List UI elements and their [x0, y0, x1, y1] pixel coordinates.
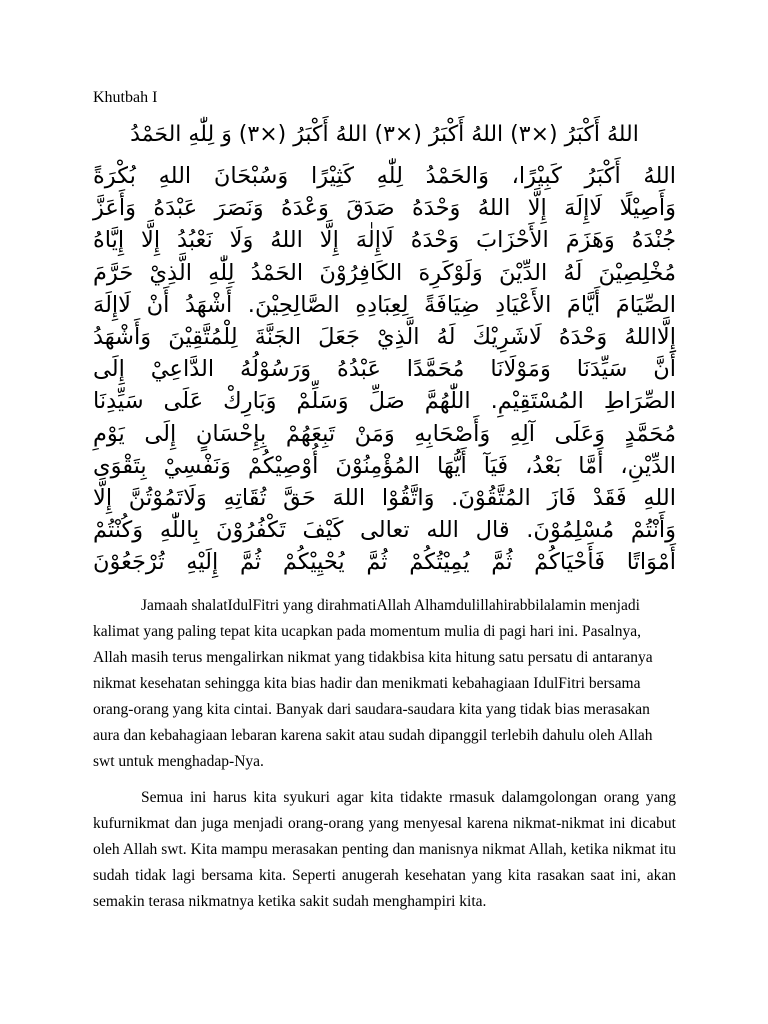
- arabic-line: مُخْلِصِيْنَ لَهُ الدِّيْنَ وَلَوْكَرِهَ الكَافِرُوْنَ الحَمْدُ لِلّٰهِ الَّذِيْ حَرَّمَ: [93, 259, 676, 286]
- arabic-line: الصِّيَامَ أَيَّامَ الأَعْيَادِ ضِيَافَةً لِعِبَادِهِ الصَّالِحِيْنَ. أَشْهَدُ أَنْ لَاإِلَهَ: [93, 291, 676, 318]
- body-paragraph-2: Semua ini harus kita syukuri agar kita tidakte rmasuk dalamgolongan orang yang kufurnikmat dan juga menjadi orang-orang yang menyesal karena nikmat-nikmat ini dicabut oleh Allah swt. Kita mampu merasakan penting dan manisnya nikmat Allah, ketika nikmat itu sudah tidak lagi bersama kita. Seperti anugerah kesehatan yang kita rasakan saat ini, akan semakin terasa nikmatnya ketika sakit sudah menghampiri kita.: [93, 788, 676, 910]
- arabic-line: الدِّيْنِ، أَمَّا بَعْدُ، فَيَآ أَيُّهَا المُؤْمِنُوْنَ أُوْصِيْكُمْ وَنَفْسِيْ بِتَقْوَى: [93, 452, 676, 479]
- arabic-line: وَأَصِيْلًا لَاإِلَهَ إِلَّا اللهُ وَحْدَهُ صَدَقَ وَعْدَهُ وَنَصَرَ عَبْدَهُ وَأَعَزَّ: [93, 195, 676, 222]
- arabic-line: اللهُ أَكْبَرُ كَبِيْرًا، وَالحَمْدُ لِلّٰهِ كَثِيْرًا وَسُبْحَانَ اللهِ بُكْرَةً: [93, 163, 676, 189]
- arabic-line: اللهِ فَقَدْ فَازَ المُتَّقُوْنَ. وَاتَّقُوْا اللهَ حَقَّ تُقَاتِهِ وَلَاتَمُوْتُنَّ إِلَّا: [93, 485, 676, 512]
- arabic-line: أَمْوَاتًا فَأَحْيَاكُمْ ثُمَّ يُمِيْتُكُمْ ثُمَّ يُحْيِيْكُمْ ثُمَّ إِلَيْهِ تُرْجَعُوْنَ: [93, 549, 676, 576]
- body-paragraph-1: Jamaah shalatIdulFitri yang dirahmatiAllah Alhamdulillahirabbilalamin menjadi kalimat yang paling tepat kita ucapkan pada momentum mulia di pagi hari ini. Pasalnya, Allah masih terus mengalirkan nikmat yang tidakbisa kita hitung satu persatu di antaranya nikmat kesehatan sehingga kita bias hadir dan menikmati kebahagiaan IdulFitri bersama orang-orang yang kita cintai. Banyak dari saudara-saudara kita yang tidak bias merasakan aura dan kebahagiaan lebaran karena sakit atau sudah dipanggil terlebih dahulu oleh Allah swt untuk menghadap-Nya.: [93, 596, 653, 770]
- arabic-line: مُحَمَّدٍ وَعَلَى آلِهِ وَأَصْحَابِهِ وَمَنْ تَبِعَهُمْ بِإِحْسَانٍ إِلَى يَوْمِ: [93, 420, 676, 447]
- arabic-line: إِلَّااللهُ وَحْدَهُ لَاشَرِيْكَ لَهُ الَّذِيْ جَعَلَ الجَنَّةَ لِلْمُتَّقِيْنَ وَأَشْهَدُ: [93, 324, 676, 351]
- arabic-line: وَأَنْتُمْ مُسْلِمُوْنَ. قال الله تعالى كَيْفَ تَكْفُرُوْنَ بِاللّٰهِ وَكُنْتُمْ: [93, 517, 676, 544]
- arabic-line: الصِّرَاطِ المُسْتَقِيْمِ. اللّٰهُمَّ صَلِّ وَسَلِّمْ وَبَارِكْ عَلَى سَيِّدِنَا: [93, 388, 676, 415]
- section-heading: Khutbah I: [93, 89, 158, 106]
- arabic-line: أَنَّ سَيِّدَنَا وَمَوْلَانَا مُحَمَّدًا عَبْدُهُ وَرَسُوْلُهُ الدَّاعِيْ إِلَى: [93, 356, 676, 383]
- takbir-line: اللهُ أَكْبَرُ (×٣) اللهُ أَكْبَرُ (×٣) اللهُ أَكْبَرُ (×٣) وَ لِلّٰهِ الحَمْدُ: [130, 122, 639, 147]
- arabic-line: جُنْدَهُ وَهَزَمَ الأَحْزَابَ وَحْدَهُ لَاإِلٰهَ إِلَّا اللهُ وَلَا نَعْبُدُ إِلَّا إِيَّاهُ: [93, 227, 676, 254]
- arabic-opening-text: [93, 160, 676, 579]
